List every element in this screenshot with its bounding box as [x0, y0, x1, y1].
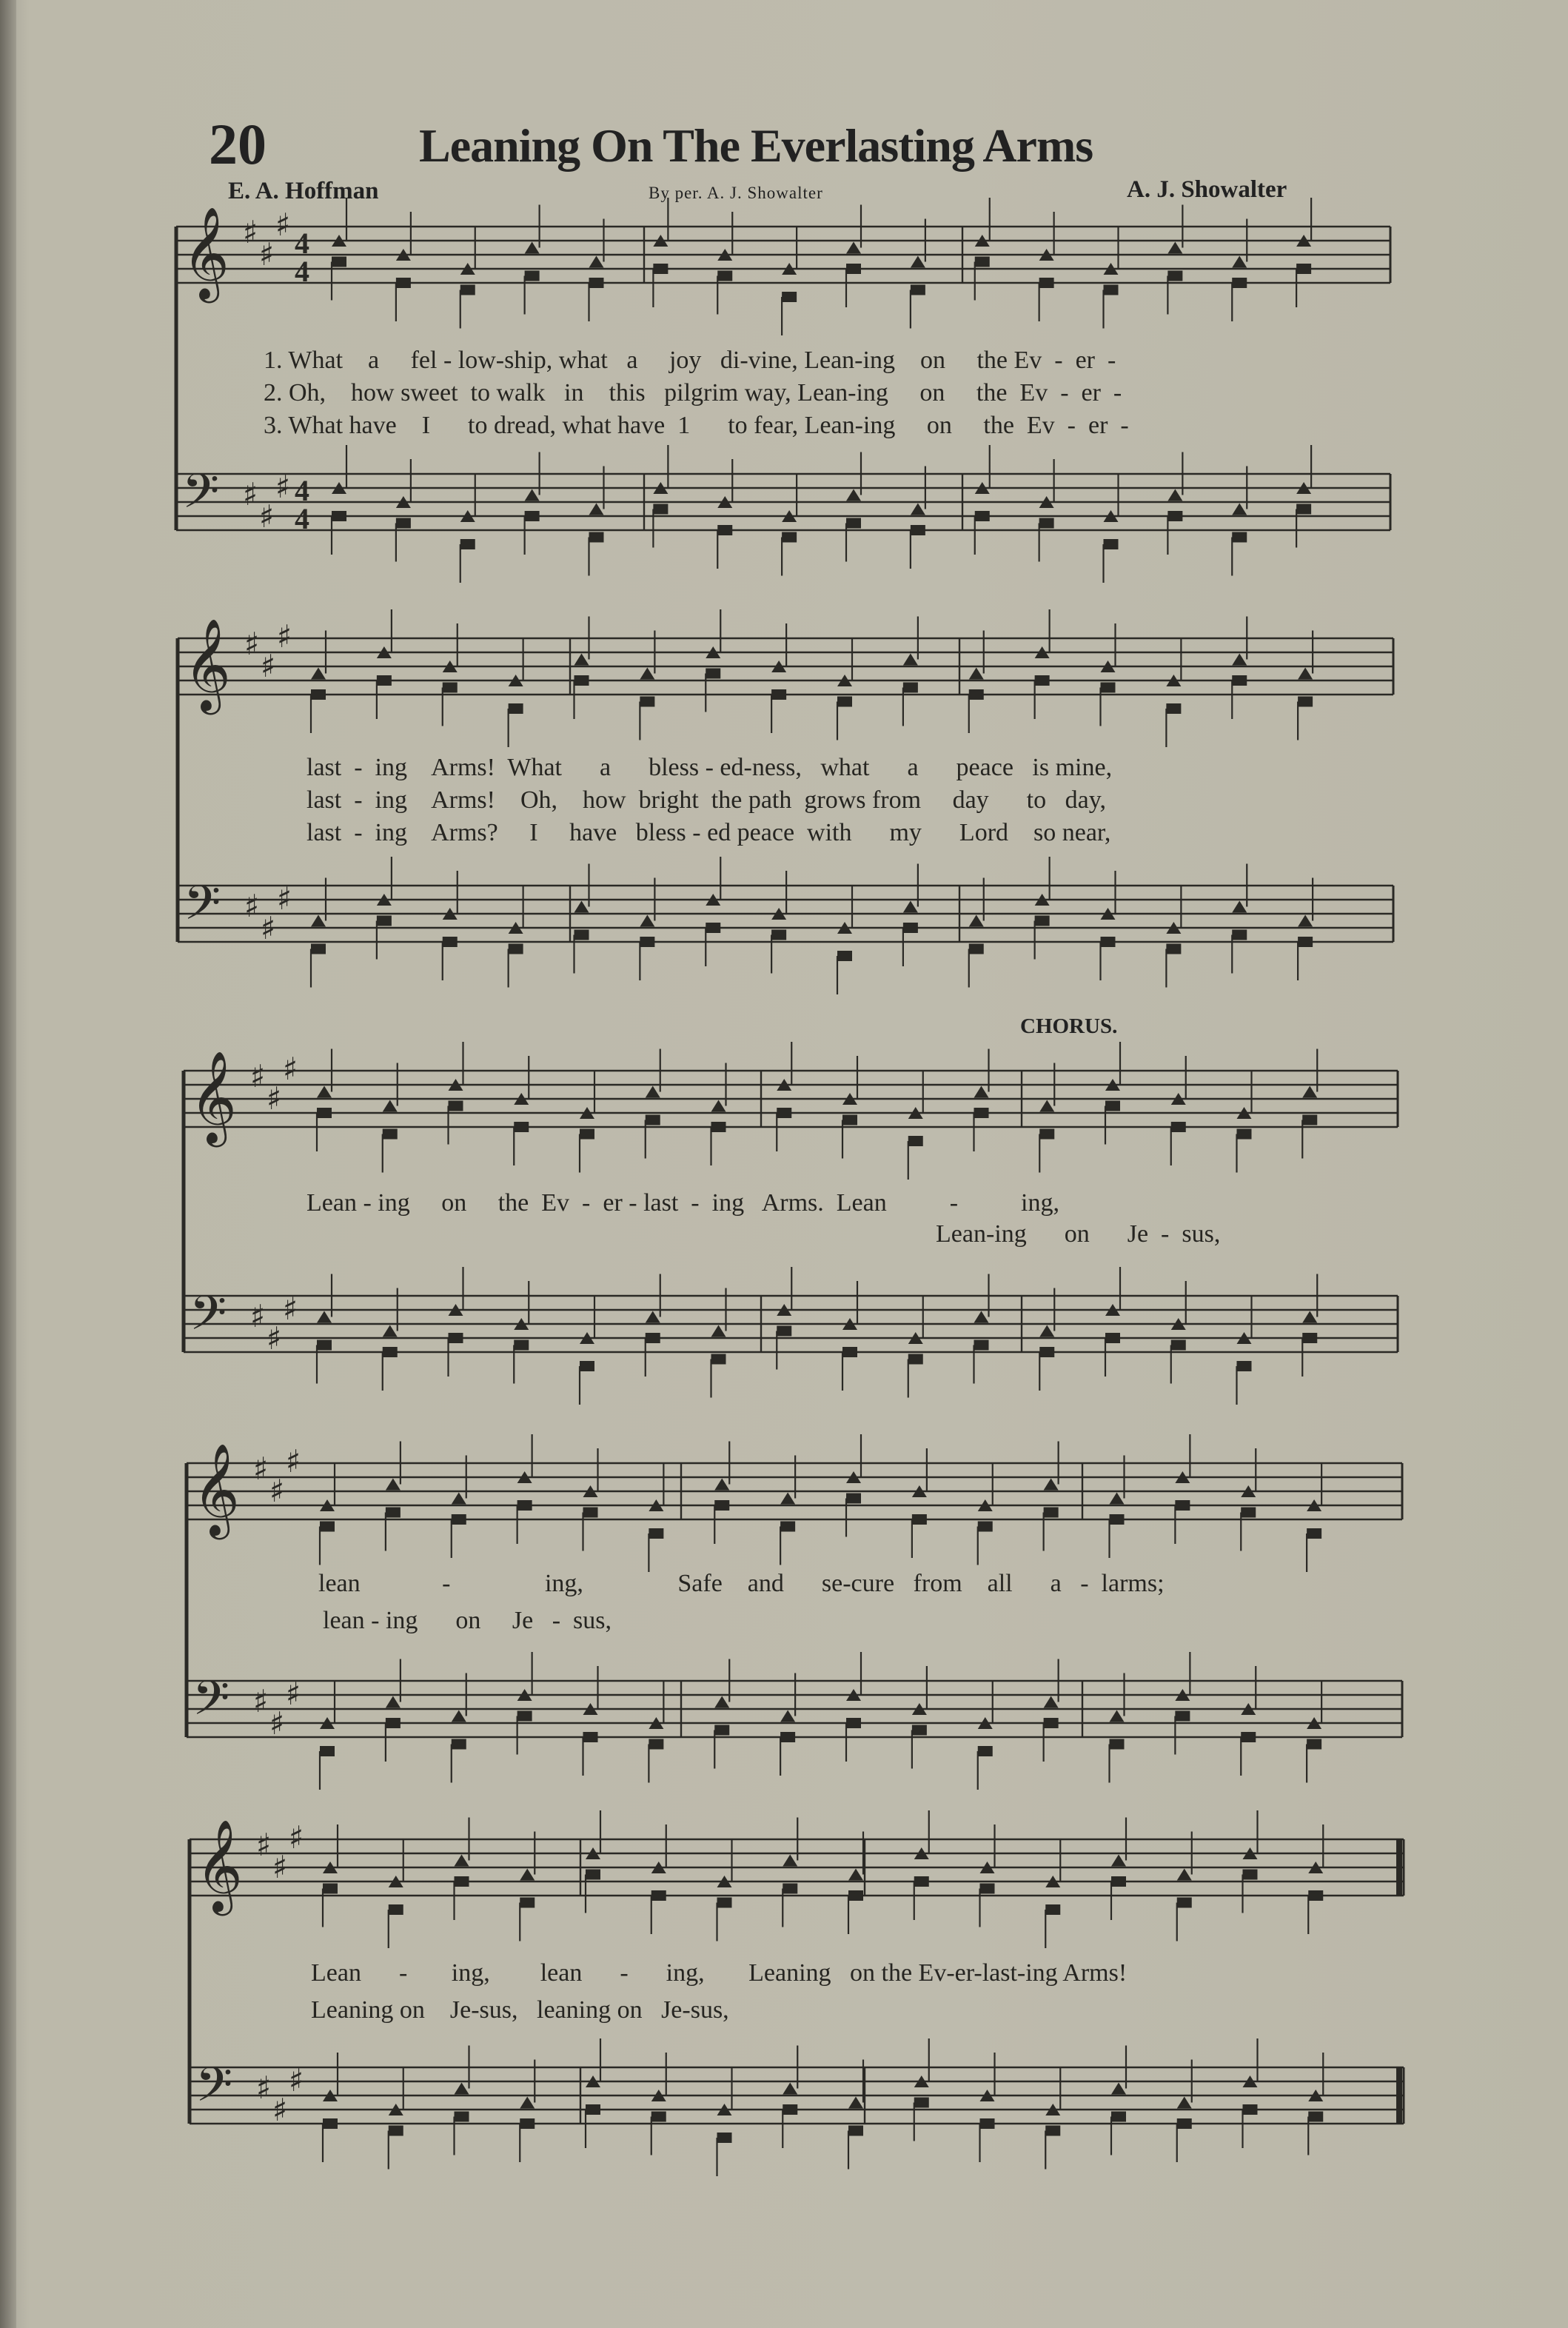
note-head [646, 1086, 660, 1098]
sharp-sign: ♯ [283, 1051, 298, 1087]
note-head [1177, 1898, 1192, 1908]
sharp-sign: ♯ [256, 1827, 272, 1863]
note-head [317, 1108, 332, 1118]
note-head [449, 1101, 463, 1111]
note-head [653, 504, 668, 515]
note-head [1232, 901, 1247, 913]
note-head [649, 1528, 663, 1539]
sharp-sign: ♯ [259, 236, 275, 272]
note-head [589, 532, 604, 543]
note-head [646, 1311, 660, 1323]
note-head [520, 2118, 535, 2129]
note-head [520, 1898, 535, 1908]
note-head [903, 654, 918, 666]
treble-clef: 𝄞 [195, 1819, 243, 1912]
lyric-line: 2. Oh, how sweet to walk in this pilgrim way, Lean-ing on the Ev - er - [264, 379, 1122, 407]
note-head [1171, 1340, 1186, 1351]
note-head [846, 1494, 861, 1504]
note-head [640, 668, 654, 680]
note-head [574, 675, 589, 686]
note-head [969, 915, 984, 927]
note-head [1307, 1739, 1321, 1750]
lyric-line: last - ing Arms! What a bless - ed-ness, what a peace is mine, [306, 754, 1113, 781]
note-head [1298, 668, 1313, 680]
note-head [520, 1869, 535, 1881]
note-head [1232, 930, 1247, 940]
note-head [1171, 1122, 1186, 1132]
note-head [1039, 1347, 1054, 1357]
note-head [837, 951, 852, 961]
note-head [455, 1855, 469, 1867]
note-head [311, 915, 326, 927]
note-head [903, 923, 918, 933]
note-head [452, 1710, 466, 1722]
note-head [1044, 1479, 1059, 1491]
note-head [1035, 675, 1050, 686]
note-head [1241, 1732, 1256, 1742]
sharp-sign: ♯ [253, 1451, 269, 1487]
sharp-sign: ♯ [244, 888, 260, 924]
sharp-sign: ♯ [275, 469, 291, 505]
note-head [586, 2104, 600, 2115]
note-head [386, 1479, 401, 1491]
note-head [332, 511, 346, 521]
note-head [717, 2133, 732, 2143]
note-head [574, 901, 589, 913]
note-head [1039, 1129, 1054, 1140]
note-head [912, 1725, 927, 1736]
note-head [706, 923, 720, 933]
note-head [452, 1493, 466, 1505]
note-head [514, 1122, 529, 1132]
note-head [311, 689, 326, 700]
final-barline [1396, 1839, 1402, 1896]
note-head [1111, 1855, 1126, 1867]
note-head [771, 930, 786, 940]
note-head [1045, 1904, 1060, 1915]
sharp-sign: ♯ [283, 1291, 298, 1327]
time-signature: 4 [295, 474, 309, 507]
note-head [311, 944, 326, 954]
permission-credit: By per. A. J. Showalter [649, 184, 823, 202]
note-head [317, 1311, 332, 1323]
lyric-line: Leaning on Je-sus, leaning on Je-sus, [311, 1996, 729, 2024]
note-head [332, 257, 346, 267]
note-head [848, 2097, 863, 2109]
sharp-sign: ♯ [261, 910, 276, 946]
note-head [1298, 937, 1313, 947]
note-head [717, 271, 732, 281]
note-head [1039, 278, 1054, 288]
note-head [1110, 1710, 1125, 1722]
note-head [525, 511, 540, 521]
note-head [783, 2104, 797, 2115]
note-head [780, 1493, 795, 1505]
note-head [1175, 1711, 1190, 1722]
note-head [777, 1108, 791, 1118]
sharp-sign: ♯ [277, 880, 292, 917]
note-head [1232, 504, 1247, 515]
sharp-sign: ♯ [272, 1849, 288, 1885]
lyric-line: 3. What have I to dread, what have 1 to fear, Lean-ing on the Ev - er - [264, 412, 1129, 439]
note-head [1045, 2126, 1060, 2136]
note-head [389, 1904, 403, 1915]
note-head [1296, 264, 1311, 274]
note-head [383, 1129, 398, 1140]
note-head [842, 1115, 857, 1125]
note-head [783, 2083, 797, 2095]
note-head [783, 1884, 797, 1894]
note-head [514, 1340, 529, 1351]
note-head [389, 2126, 403, 2136]
note-head [396, 518, 411, 529]
note-head [640, 937, 654, 947]
note-head [383, 1100, 398, 1112]
note-head [383, 1347, 398, 1357]
sharp-sign: ♯ [250, 1298, 266, 1334]
note-head [311, 668, 326, 680]
time-signature: 4 [295, 502, 309, 535]
note-head [383, 1325, 398, 1337]
note-head [974, 1311, 989, 1323]
note-head [1177, 2097, 1192, 2109]
note-head [396, 278, 411, 288]
note-head [589, 504, 604, 515]
note-head [1039, 1325, 1054, 1337]
note-head [651, 1890, 666, 1901]
note-head [848, 1890, 863, 1901]
note-head [911, 525, 925, 535]
note-head [1308, 1890, 1323, 1901]
note-head [583, 1508, 598, 1518]
bass-clef: 𝄢 [195, 2058, 233, 2124]
note-head [443, 937, 458, 947]
time-signature: 4 [295, 255, 309, 288]
note-head [1308, 2112, 1323, 2122]
sharp-sign: ♯ [253, 1683, 269, 1719]
note-head [1175, 1500, 1190, 1511]
note-head [903, 683, 918, 693]
note-head [580, 1361, 594, 1371]
note-head [386, 1508, 401, 1518]
treble-clef: 𝄞 [192, 1443, 240, 1536]
note-head [908, 1354, 923, 1365]
treble-clef: 𝄞 [190, 1051, 237, 1143]
note-head [903, 901, 918, 913]
note-head [975, 257, 990, 267]
note-head [323, 1884, 338, 1894]
note-head [846, 518, 861, 529]
note-head [777, 1326, 791, 1337]
time-signature: 4 [295, 227, 309, 260]
sharp-sign: ♯ [272, 2092, 288, 2128]
bass-clef: 𝄢 [190, 1286, 227, 1353]
bass-clef: 𝄢 [182, 464, 220, 531]
note-head [978, 1746, 993, 1756]
note-head [449, 1333, 463, 1343]
note-head [1166, 944, 1181, 954]
note-head [711, 1354, 726, 1365]
note-head [911, 285, 925, 295]
note-head [323, 2118, 338, 2129]
note-head [386, 1718, 401, 1728]
note-head [509, 944, 523, 954]
note-head [1110, 1739, 1125, 1750]
note-head [846, 1718, 861, 1728]
note-head [846, 489, 861, 501]
note-head [1111, 2083, 1126, 2095]
note-head [842, 1347, 857, 1357]
note-head [1104, 285, 1119, 295]
note-head [1298, 697, 1313, 707]
treble-clef: 𝄞 [184, 618, 231, 711]
note-head [912, 1514, 927, 1525]
note-head [1302, 1115, 1317, 1125]
note-head [525, 271, 540, 281]
bass-clef: 𝄢 [192, 1671, 230, 1738]
note-head [455, 1876, 469, 1887]
note-head [782, 532, 797, 543]
note-head [1237, 1361, 1252, 1371]
sharp-sign: ♯ [261, 648, 276, 684]
note-head [1298, 915, 1313, 927]
lyric-line: Lean-ing on Je - sus, [306, 1220, 1221, 1248]
note-head [714, 1725, 729, 1736]
note-head [1167, 511, 1182, 521]
note-head [711, 1122, 726, 1132]
note-head [780, 1710, 795, 1722]
note-head [914, 1876, 929, 1887]
note-head [1104, 539, 1119, 549]
sharp-sign: ♯ [277, 618, 292, 655]
note-head [1105, 1101, 1120, 1111]
note-head [580, 1129, 594, 1140]
note-head [1307, 1528, 1321, 1539]
note-head [574, 654, 589, 666]
note-head [1101, 683, 1116, 693]
note-head [1044, 1696, 1059, 1708]
note-head [443, 683, 458, 693]
sharp-sign: ♯ [250, 1058, 266, 1094]
note-head [974, 1108, 989, 1118]
note-head [1167, 271, 1182, 281]
sharp-sign: ♯ [286, 1443, 301, 1479]
note-head [717, 1898, 732, 1908]
note-head [1044, 1508, 1059, 1518]
note-head [837, 697, 852, 707]
note-head [452, 1514, 466, 1525]
note-head [517, 1500, 532, 1511]
note-head [969, 944, 984, 954]
note-head [706, 669, 720, 679]
note-head [460, 285, 475, 295]
note-head [517, 1711, 532, 1722]
note-head [460, 539, 475, 549]
sharp-sign: ♯ [243, 214, 258, 250]
note-head [783, 1855, 797, 1867]
note-head [848, 1869, 863, 1881]
lyric-line: lean - ing, Safe and se-cure from all a - larms; [318, 1570, 1165, 1597]
sharp-sign: ♯ [269, 1473, 285, 1509]
note-head [1302, 1086, 1317, 1098]
note-head [969, 689, 984, 700]
note-head [386, 1696, 401, 1708]
note-head [771, 689, 786, 700]
note-head [848, 2126, 863, 2136]
sharp-sign: ♯ [289, 2062, 304, 2098]
note-head [914, 2098, 929, 2108]
note-head [586, 1870, 600, 1880]
composer-credit: A. J. Showalter [1127, 176, 1287, 203]
note-head [640, 915, 654, 927]
note-head [646, 1333, 660, 1343]
note-head [1167, 489, 1182, 501]
note-head [974, 1340, 989, 1351]
note-head [317, 1086, 332, 1098]
note-head [969, 668, 984, 680]
note-head [908, 1136, 923, 1146]
note-head [980, 1884, 995, 1894]
note-head [377, 916, 392, 926]
note-head [1243, 1870, 1258, 1880]
note-head [1111, 2112, 1126, 2122]
note-head [711, 1325, 726, 1337]
note-head [1110, 1493, 1125, 1505]
note-head [525, 242, 540, 254]
note-head [714, 1696, 729, 1708]
note-head [717, 525, 732, 535]
lyric-line: lean - ing on Je - sus, [323, 1607, 612, 1634]
note-head [714, 1500, 729, 1511]
note-head [583, 1732, 598, 1742]
note-head [589, 256, 604, 268]
note-head [1110, 1514, 1125, 1525]
note-head [975, 511, 990, 521]
note-head [846, 242, 861, 254]
note-head [589, 278, 604, 288]
treble-clef: 𝄞 [182, 207, 229, 299]
note-head [780, 1732, 795, 1742]
note-head [711, 1100, 726, 1112]
hymn-title: Leaning On The Everlasting Arms [419, 119, 1093, 172]
lyric-line: Lean - ing, lean - ing, Leaning on the Ev-er-last-ing Arms! [311, 1959, 1128, 1987]
hymn-number: 20 [209, 112, 267, 176]
note-head [1111, 1876, 1126, 1887]
sharp-sign: ♯ [267, 1080, 282, 1117]
note-head [649, 1739, 663, 1750]
note-head [640, 697, 654, 707]
note-head [455, 2083, 469, 2095]
sharp-sign: ♯ [269, 1705, 285, 1742]
note-head [377, 675, 392, 686]
sharp-sign: ♯ [256, 2070, 272, 2106]
note-head [317, 1340, 332, 1351]
note-head [1302, 1311, 1317, 1323]
sharp-sign: ♯ [243, 476, 258, 512]
sharp-sign: ♯ [259, 498, 275, 535]
note-head [1241, 1508, 1256, 1518]
sharp-sign: ♯ [289, 1819, 304, 1856]
lyricist-credit: E. A. Hoffman [228, 178, 379, 204]
note-head [911, 256, 925, 268]
note-head [1101, 937, 1116, 947]
note-head [1237, 1129, 1252, 1140]
note-head [646, 1115, 660, 1125]
note-head [1166, 703, 1181, 714]
note-head [1039, 1100, 1054, 1112]
note-head [1232, 256, 1247, 268]
note-head [1105, 1333, 1120, 1343]
note-head [509, 703, 523, 714]
note-head [320, 1522, 335, 1532]
note-head [980, 2118, 995, 2129]
note-head [714, 1479, 729, 1491]
chorus-label: CHORUS. [1020, 1014, 1118, 1038]
note-head [1302, 1333, 1317, 1343]
note-head [1177, 2118, 1192, 2129]
note-head [651, 2112, 666, 2122]
note-head [1177, 1869, 1192, 1881]
bass-clef: 𝄢 [184, 876, 221, 943]
note-head [780, 1522, 795, 1532]
note-head [1039, 518, 1054, 529]
lyric-line: 1. What a fel - low-ship, what a joy di-vine, Lean-ing on the Ev - er - [264, 347, 1116, 374]
sharp-sign: ♯ [244, 626, 260, 662]
note-head [525, 489, 540, 501]
note-head [653, 264, 668, 274]
note-head [846, 264, 861, 274]
note-head [974, 1086, 989, 1098]
note-head [1232, 532, 1247, 543]
note-head [978, 1522, 993, 1532]
final-barline [1396, 2067, 1402, 2124]
note-head [452, 1739, 466, 1750]
note-head [1044, 1718, 1059, 1728]
note-head [782, 292, 797, 302]
note-head [1167, 242, 1182, 254]
note-head [1232, 654, 1247, 666]
note-head [1232, 675, 1247, 686]
note-head [1296, 504, 1311, 515]
note-head [455, 2112, 469, 2122]
sharp-sign: ♯ [267, 1320, 282, 1357]
note-head [574, 930, 589, 940]
sharp-sign: ♯ [286, 1676, 301, 1712]
note-head [1243, 2104, 1258, 2115]
lyric-line: last - ing Arms! Oh, how bright the path grows from day to day, [306, 786, 1106, 814]
lyric-line: Lean - ing on the Ev - er - last - ing Arms. Lean - ing, [306, 1189, 1059, 1217]
note-head [1035, 916, 1050, 926]
note-head [1232, 278, 1247, 288]
sharp-sign: ♯ [275, 207, 291, 243]
note-head [320, 1746, 335, 1756]
lyric-line: last - ing Arms? I have bless - ed peace with my Lord so near, [306, 819, 1111, 846]
note-head [520, 2097, 535, 2109]
note-head [911, 504, 925, 515]
